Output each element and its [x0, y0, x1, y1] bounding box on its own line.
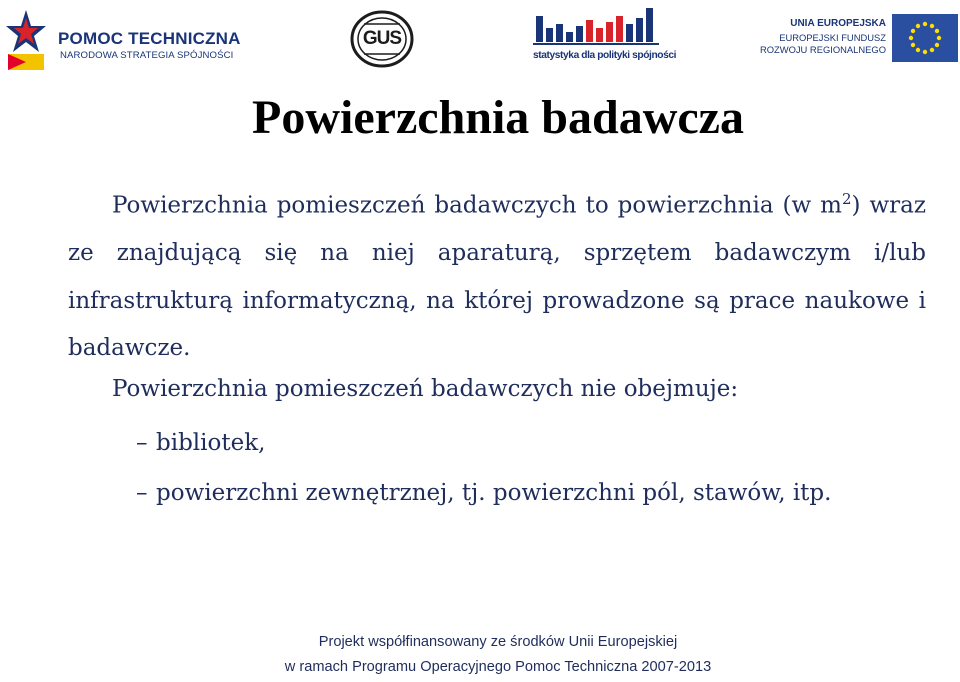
eu-logo	[759, 14, 960, 66]
superscript-2: 2	[842, 190, 852, 208]
bar-graph-icon	[533, 6, 659, 48]
statystyka-logo	[533, 6, 677, 70]
definition-paragraph	[68, 176, 926, 373]
dash-bullet: –	[136, 430, 148, 456]
pt-logo-title: POMOC TECHNICZNA	[58, 29, 241, 48]
gus-logo	[350, 10, 414, 68]
footer-line2: w ramach Programu Operacyjnego Pomoc Techniczna 2007-2013	[284, 659, 712, 675]
definition-text-end: ) wraz ze znajdującą się na niej aparaturą, sprzętem badawczym i/lub infrastrukturą informatyczną, na której prowadzone są prace naukowe i badawcze.	[68, 192, 927, 362]
eu-flag-icon	[892, 14, 958, 62]
exclusion-item-text: bibliotek,	[156, 430, 266, 456]
gus-logo-text: GUS	[362, 28, 402, 49]
exclusions-intro: Powierzchnia pomieszczeń badawczych nie obejmuje:	[112, 376, 739, 402]
pt-logo-subtitle: NARODOWA STRATEGIA SPÓJNOŚCI	[60, 50, 234, 61]
dash-bullet: –	[136, 480, 148, 506]
exclusion-item-text: powierzchni zewnętrznej, tj. powierzchni pól, stawów, itp.	[156, 480, 832, 506]
eu-logo-line2: EUROPEJSKI FUNDUSZ	[779, 32, 886, 43]
slide-title: Powierzchnia badawcza	[252, 91, 744, 144]
pomoc-techniczna-logo	[4, 4, 244, 74]
footer	[238, 630, 758, 680]
header-logos	[0, 0, 960, 78]
nss-star-icon	[4, 4, 48, 74]
eu-logo-line3: ROZWOJU REGIONALNEGO	[759, 44, 886, 55]
definition-text-start: Powierzchnia pomieszczeń badawczych to powierzchnia (w m	[112, 192, 842, 219]
footer-line1: Projekt współfinansowany ze środków Unii Europejskiej	[318, 634, 678, 650]
statystyka-logo-text: statystyka dla polityki spójności	[533, 50, 677, 61]
eu-logo-line1: UNIA EUROPEJSKA	[790, 18, 886, 29]
